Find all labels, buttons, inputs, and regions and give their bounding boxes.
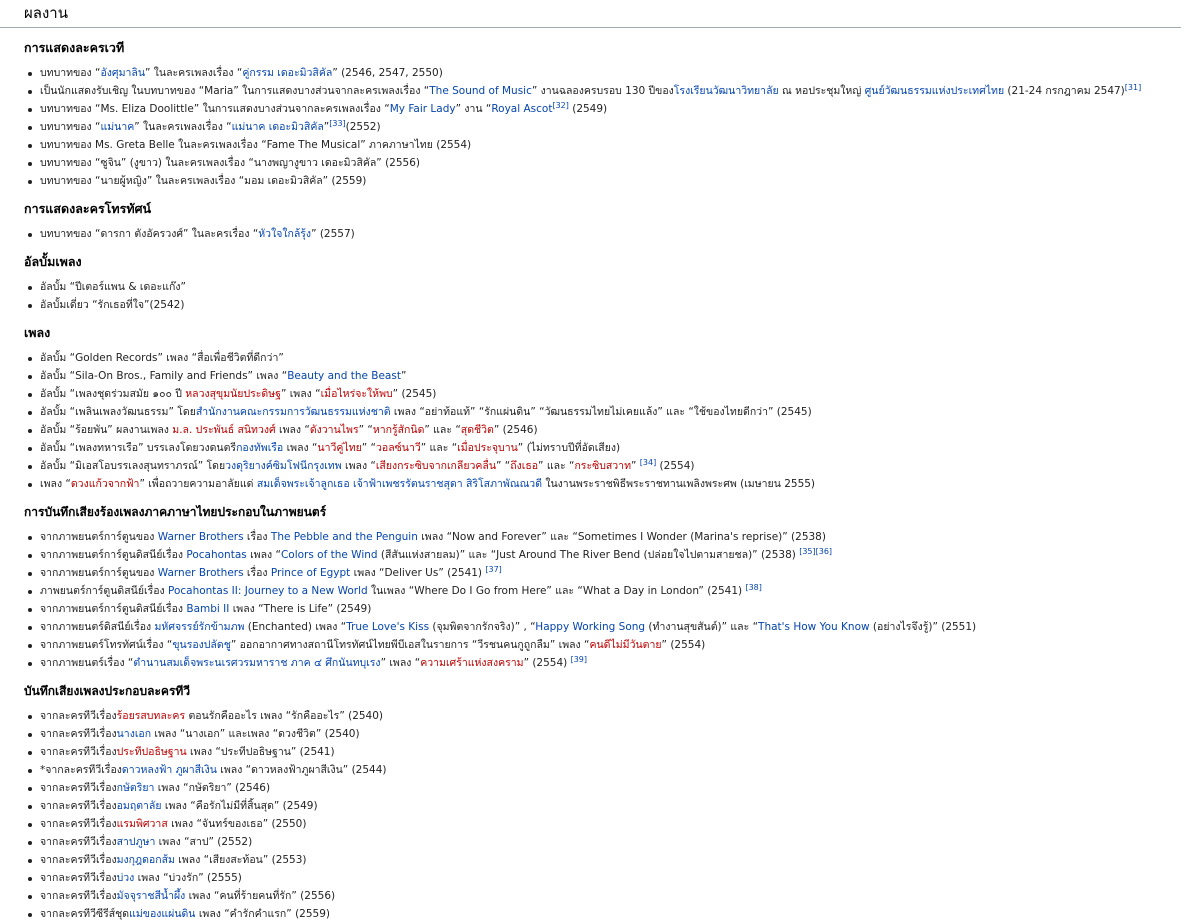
item-text: อัลบั้ม “เพลงทหารเรือ” บรรเลงโดยวงดนตรี (40, 442, 237, 454)
item-text: (จุมพิตจากรักจริง)” , “ (429, 621, 536, 633)
redlink[interactable]: คนดีไม่มีวันตาย (589, 639, 662, 651)
list-item (40, 439, 1181, 457)
wiki-link[interactable]: Happy Working Song (535, 621, 646, 633)
wiki-link[interactable]: ขุนรองปลัดชู (172, 639, 231, 651)
list-item (40, 761, 1181, 779)
redlink[interactable]: หลวงสุขุมนัยประดิษฐ (185, 388, 281, 400)
item-text: ” เพลง “ (280, 388, 321, 400)
item-text: ” (2554) (661, 639, 706, 651)
wiki-link[interactable]: วงดุริยางค์ซิมโฟนีกรุงเทพ (225, 460, 342, 472)
item-text: เพลง “There is Life” (2549) (229, 603, 372, 615)
redlink[interactable]: ม.ล. ประพันธ์ สนิทวงศ์ (172, 424, 276, 436)
item-text: เพลง “กษัตริยา” (2546) (154, 782, 271, 794)
item-text: ” (2546, 2547, 2550) (332, 67, 443, 79)
wiki-link[interactable]: นางเอก (116, 728, 152, 740)
item-text: จากละครทีวีเรื่อง (40, 746, 117, 758)
item-text: จากละครทีวีเรื่อง (40, 818, 117, 830)
item-text: จากละครทีวีเรื่อง (40, 854, 117, 866)
item-text: จากละครทีวีเรื่อง (40, 800, 117, 812)
list-item (40, 833, 1181, 851)
item-text: ” (323, 121, 330, 133)
redlink[interactable]: วอลซ์นาวี (376, 442, 421, 454)
item-text: เพลง “Now and Forever” และ “Sometimes I Wonder (Marina's reprise)” (2538) (417, 531, 826, 543)
redlink[interactable]: นาวีคู่ไทย (317, 442, 362, 454)
item-text: ” “ (361, 442, 376, 454)
list-item (40, 564, 1181, 582)
item-text: เพลง “ (341, 460, 376, 472)
citation-link[interactable]: [32] (552, 101, 569, 110)
redlink[interactable]: เสียงกระซิบจากเกลียวคลื่น (375, 460, 497, 472)
wiki-link[interactable]: Royal Ascot (491, 103, 553, 115)
item-text: ” เพื่อถวายความอาลัยแด่ (139, 478, 257, 490)
item-text: เพลง “นางเอก” และเพลง “ดวงชีวิต” (2540) (151, 728, 360, 740)
wiki-link[interactable]: Pocahontas II: Journey to a New World (167, 585, 368, 597)
item-text: อัลบั้ม “เพลงชุดร่วมสมัย ๑๐๐ ปี (40, 388, 186, 400)
wiki-link[interactable]: Colors of the Wind (280, 549, 378, 561)
list-item (40, 296, 1181, 314)
item-text: ” และ “ (424, 424, 461, 436)
item-text: ” ในละครเพลงเรื่อง “ (145, 67, 243, 79)
works-list (24, 64, 1181, 190)
redlink[interactable]: แรมพิศวาส (116, 818, 168, 830)
redlink[interactable]: เมื่อไหร่จะให้พบ (320, 388, 393, 400)
item-text: ” ออกอากาศทางสถานีโทรทัศน์ไทยพีบีเอสในรายการ “วีรชนคนกูถูกลืม” เพลง “ (230, 639, 590, 651)
item-text: จากละครทีวีเรื่อง (40, 782, 117, 794)
list-item (40, 421, 1181, 439)
item-text: จากภาพยนตร์การ์ตูนของ (40, 567, 158, 579)
list-item (40, 851, 1181, 869)
wiki-link[interactable]: Prince of Egypt (270, 567, 351, 579)
citation-link[interactable]: [33] (329, 119, 346, 128)
subsection-title: เพลง (24, 325, 51, 340)
item-text: เพลง “สาป” (2552) (155, 836, 253, 848)
list-item (40, 743, 1181, 761)
wiki-link[interactable]: Beauty and the Beast (287, 370, 401, 382)
list-item (40, 905, 1181, 923)
list-item (40, 725, 1181, 743)
item-text: ในเพลง “Where Do I Go from Here” และ “What a Day in London” (2541) (367, 585, 746, 597)
item-text: (21-24 กรกฎาคม 2547) (1004, 85, 1125, 97)
item-text: ” (2545) (392, 388, 437, 400)
item-text: ” (2557) (311, 228, 355, 240)
citation-link[interactable]: [38] (745, 583, 762, 592)
item-text: ” ในละครเพลงเรื่อง “ (134, 121, 232, 133)
item-text: บทบาทของ “Ms. Eliza Doolittle” ในการแสดงบางส่วนจากละครเพลงเรื่อง “ (40, 103, 390, 115)
wiki-link[interactable]: True Love's Kiss (346, 621, 430, 633)
sections-container (24, 40, 1181, 923)
wiki-link[interactable]: My Fair Lady (389, 103, 456, 115)
item-text: บทบาทของ “ (40, 67, 101, 79)
item-text: เพลง “ประทีปอธิษฐาน” (2541) (186, 746, 335, 758)
list-item (40, 528, 1181, 546)
redlink[interactable]: สุดชีวิต (460, 424, 494, 436)
item-text: เพลง “ (283, 442, 318, 454)
subsection-title: อัลบั้มเพลง (24, 254, 82, 269)
wiki-link[interactable]: แม่ของแผ่นดิน (129, 908, 196, 920)
wiki-link[interactable]: อังศุมาลิน (100, 67, 145, 79)
citation-link[interactable]: [39] (570, 655, 588, 664)
citation-link[interactable]: [34] (639, 458, 657, 467)
list-item (40, 118, 1181, 136)
redlink[interactable]: ความเศร้าแห่งสงคราม (420, 657, 524, 669)
item-text: เพลง “จันทร์ของเธอ” (2550) (167, 818, 307, 830)
item-text: ” และ “ (538, 460, 575, 472)
item-text: (2549) (568, 103, 608, 115)
list-item (40, 100, 1181, 118)
item-text: เพลง “ (275, 424, 310, 436)
subsection-title: การบันทึกเสียงร้องเพลงภาคภาษาไทยประกอบในภาพยนตร์ (24, 505, 327, 519)
list-item (40, 618, 1181, 636)
list-item (40, 154, 1181, 172)
list-item (40, 367, 1181, 385)
list-item (40, 64, 1181, 82)
item-text: เพลง “ (246, 549, 281, 561)
item-text: เพลง “เสียงสะท้อน” (2553) (174, 854, 307, 866)
item-text: ” (2546) (493, 424, 538, 436)
wiki-link[interactable]: ตำนานสมเด็จพระนเรศวรมหาราช ภาค ๔ ศึกนันทบุเรง (133, 657, 381, 669)
item-text: จากละครทีวีเรื่อง (40, 872, 117, 884)
redlink[interactable]: หากรู้สักนิด (372, 424, 425, 436)
item-text: จากภาพยนตร์โทรทัศน์เรื่อง “ (40, 639, 173, 651)
citation-link[interactable]: [35][36] (799, 547, 833, 556)
item-text: เพลง “คือรักไม่มีที่สิ้นสุด” (2549) (161, 800, 318, 812)
list-item (40, 636, 1181, 654)
list-item (40, 654, 1181, 672)
wiki-link[interactable]: ดาวหลงฟ้า ภูผาสีเงิน (121, 764, 217, 776)
wiki-link[interactable]: แม่นาค เดอะมิวสิคัล (231, 121, 324, 133)
item-text: จากภาพยนตร์การ์ตูนดิสนีย์เรื่อง (40, 549, 187, 561)
item-text: (2552) (345, 121, 381, 133)
item-text: จากละครทีวีเรื่อง (40, 710, 117, 722)
item-text: อัลบั้ม “Sila-On Bros., Family and Friends” เพลง “ (40, 370, 288, 382)
wiki-link[interactable]: Warner Brothers (157, 531, 244, 543)
item-text: อัลบั้ม “เพลินเพลงวัฒนธรรม” โดย (40, 406, 196, 418)
list-item (40, 82, 1181, 100)
item-text: ณ หอประชุมใหญ่ (778, 85, 865, 97)
wiki-link[interactable]: Pocahontas (186, 549, 247, 561)
item-text: *จากละครทีวีเรื่อง (40, 764, 122, 776)
item-text: ” (631, 460, 640, 472)
wiki-link[interactable]: กษัตริยา (116, 782, 155, 794)
item-text: จากละครทีวีเรื่อง (40, 836, 117, 848)
item-text: ” “ (358, 424, 373, 436)
item-text: จากภาพยนตร์ดิสนีย์เรื่อง (40, 621, 155, 633)
item-text: ” งาน “ (455, 103, 492, 115)
list-item (40, 278, 1181, 296)
item-text: ” (400, 370, 407, 382)
item-text: บทบาทของ “ซูจิน” (งูขาว) ในละครเพลงเรื่อง “นางพญางูขาว เดอะมิวสิคัล” (2556) (40, 157, 420, 169)
list-item (40, 887, 1181, 905)
list-item (40, 600, 1181, 618)
wiki-link[interactable]: ศูนย์วัฒนธรรมแห่งประเทศไทย (864, 85, 1005, 97)
works-list (24, 707, 1181, 923)
list-item (40, 582, 1181, 600)
item-text: บทบาทของ “ (40, 121, 101, 133)
item-text: จากละครทีวีเรื่อง (40, 890, 117, 902)
list-item (40, 457, 1181, 475)
item-text: อัลบั้ม “มิเอสโอบรรเลงสุนทราภรณ์” โดย (40, 460, 226, 472)
works-list (24, 528, 1181, 672)
item-text: (Enchanted) เพลง “ (244, 621, 347, 633)
list-item (40, 385, 1181, 403)
item-text: เป็นนักแสดงรับเชิญ ในบทบาทของ “Maria” ในการแสดงบางส่วนจากละครเพลงเรื่อง “ (40, 85, 430, 97)
wiki-link[interactable]: สำนักงานคณะกรรมการวัฒนธรรมแห่งชาติ (195, 406, 391, 418)
item-text: อัลบั้มเดี่ยว “รักเธอที่ใจ”(2542) (40, 299, 185, 311)
item-text: จากภาพยนตร์การ์ตูนดิสนีย์เรื่อง (40, 603, 187, 615)
item-text: บทบาทของ “ดารกา ตังอัครวงศ์” ในละครเรื่อง “ (40, 228, 259, 240)
item-text: จากละครทีวีเรื่อง (40, 728, 117, 740)
redlink[interactable]: ดังวานไพร (309, 424, 359, 436)
item-text: จากละครทีวีซีรีส์ชุด (40, 908, 130, 920)
item-text: เพลง “ดาวหลงฟ้าภูผาสีเงิน” (2544) (216, 764, 387, 776)
item-text: เพลง “คนที่ร้ายคนที่รัก” (2556) (185, 890, 336, 902)
wiki-link[interactable]: มัจจุราชสีน้ำผึ้ง (116, 890, 186, 902)
item-text: ” เพลง “ (380, 657, 421, 669)
item-text: เพลง “อย่าท้อแท้” “รักแผ่นดิน” “วัฒนธรรมไทยไม่เคยแล้ง” และ “ใช้ของไทยดีกว่า” (2545) (390, 406, 812, 418)
wiki-link[interactable]: Bambi II (186, 603, 230, 615)
item-text: (ทำงานสุขสันต์)” และ “ (645, 621, 759, 633)
item-text: (2554) (656, 460, 695, 472)
wiki-link[interactable]: โรงเรียนวัฒนาวิทยาลัย (673, 85, 779, 97)
wiki-link[interactable]: แม่นาค (100, 121, 135, 133)
item-text: อัลบั้ม “ปีเตอร์แพน & เดอะแก๊ง” (40, 281, 186, 293)
wiki-link[interactable]: The Sound of Music (429, 85, 532, 97)
item-text: เพลง “บ่วงรัก” (2555) (134, 872, 242, 884)
item-text: ” และ “ (420, 442, 458, 454)
wiki-link[interactable]: That's How You Know (758, 621, 870, 633)
wiki-link[interactable]: คู่กรรม เดอะมิวสิคัล (242, 67, 333, 79)
wiki-link[interactable]: The Pebble and the Penguin (270, 531, 418, 543)
item-text: เรื่อง (243, 531, 271, 543)
wiki-link[interactable]: สาปภูษา (116, 836, 156, 848)
subsection-title: การแสดงละครโทรทัศน์ (24, 201, 152, 216)
subsection-title: บันทึกเสียงเพลงประกอบละครทีวี (24, 684, 191, 698)
redlink[interactable]: ดวงแก้วจากฟ้า (70, 478, 140, 490)
item-text: จากภาพยนตร์การ์ตูนของ (40, 531, 158, 543)
redlink[interactable]: ถึงเธอ (510, 460, 539, 472)
item-text: ” งานฉลองครบรอบ 130 ปีของ (531, 85, 674, 97)
redlink[interactable]: ร้อยรสบทละคร (116, 710, 186, 722)
wiki-link[interactable]: อมฤตาลัย (116, 800, 162, 812)
wiki-link[interactable]: กองทัพเรือ (236, 442, 284, 454)
item-text: ภาพยนตร์การ์ตูนดิสนีย์เรื่อง (40, 585, 168, 597)
item-text: (สีสันแห่งสายลม)” และ “Just Around The River Bend (ปล่อยใจไปตามสายชล)” (2538) (377, 549, 800, 561)
list-item (40, 475, 1181, 493)
item-text: ” “ (496, 460, 511, 472)
wiki-link[interactable]: บ่วง (116, 872, 135, 884)
redlink[interactable]: ประทีปอธิษฐาน (116, 746, 187, 758)
item-text: ตอนรักคืออะไร เพลง “รักคืออะไร” (2540) (185, 710, 384, 722)
item-text: จากภาพยนตร์เรื่อง “ (40, 657, 134, 669)
item-text: ” (ไม่ทราบปีที่อัดเสียง) (517, 442, 621, 454)
item-text: เพลง “Deliver Us” (2541) (350, 567, 486, 579)
list-item (40, 869, 1181, 887)
item-text: บทบาทของ “นายผู้หญิง” ในละครเพลงเรื่อง “มอม เดอะมิวสิคัล” (2559) (40, 175, 367, 187)
list-item (40, 707, 1181, 725)
item-text: อัลบั้ม “ร้อยพัน” ผลงานเพลง (40, 424, 173, 436)
item-text: ” (2554) (523, 657, 571, 669)
list-item (40, 779, 1181, 797)
item-text: เพลง “ (40, 478, 71, 490)
wiki-link[interactable]: สมเด็จพระเจ้าลูกเธอ เจ้าฟ้าเพชรรัตนราชสุดา สิริโสภาพัณณวดี (256, 478, 543, 490)
item-text: อัลบั้ม “Golden Records” เพลง “สื่อเพื่อชีวิตที่ดีกว่า” (40, 352, 284, 364)
redlink[interactable]: กระซิบสวาท (574, 460, 632, 472)
wiki-link[interactable]: Warner Brothers (157, 567, 244, 579)
list-item (40, 172, 1181, 190)
subsection-title: การแสดงละครเวที (24, 40, 125, 55)
item-text: เรื่อง (243, 567, 271, 579)
list-item (40, 546, 1181, 564)
citation-link[interactable]: [37] (485, 565, 502, 574)
redlink[interactable]: เมื่อประจุบาน (457, 442, 518, 454)
wiki-link[interactable]: หัวใจใกล้รุ้ง (258, 228, 312, 240)
section-heading-works: ผลงาน (0, 0, 1181, 28)
works-list (24, 349, 1181, 493)
item-text: บทบาทของ Ms. Greta Belle ในละครเพลงเรื่อง “Fame The Musical” ภาคภาษาไทย (2554) (40, 139, 472, 151)
works-list (24, 225, 1181, 243)
works-list (24, 278, 1181, 314)
list-item (40, 797, 1181, 815)
list-item (40, 349, 1181, 367)
wiki-link[interactable]: มหัศจรรย์รักข้ามภพ (154, 621, 245, 633)
item-text: เพลง “คำรักคำแรก” (2559) (195, 908, 330, 920)
wiki-link[interactable]: มงกุฎดอกส้ม (116, 854, 175, 866)
citation-link[interactable]: [31] (1124, 83, 1142, 92)
item-text: (อย่างไรจึงรู้)” (2551) (869, 621, 977, 633)
list-item (40, 403, 1181, 421)
list-item (40, 136, 1181, 154)
item-text: ในงานพระราชพิธีพระราชทานเพลิงพระศพ (เมษายน 2555) (542, 478, 816, 490)
list-item (40, 225, 1181, 243)
list-item (40, 815, 1181, 833)
